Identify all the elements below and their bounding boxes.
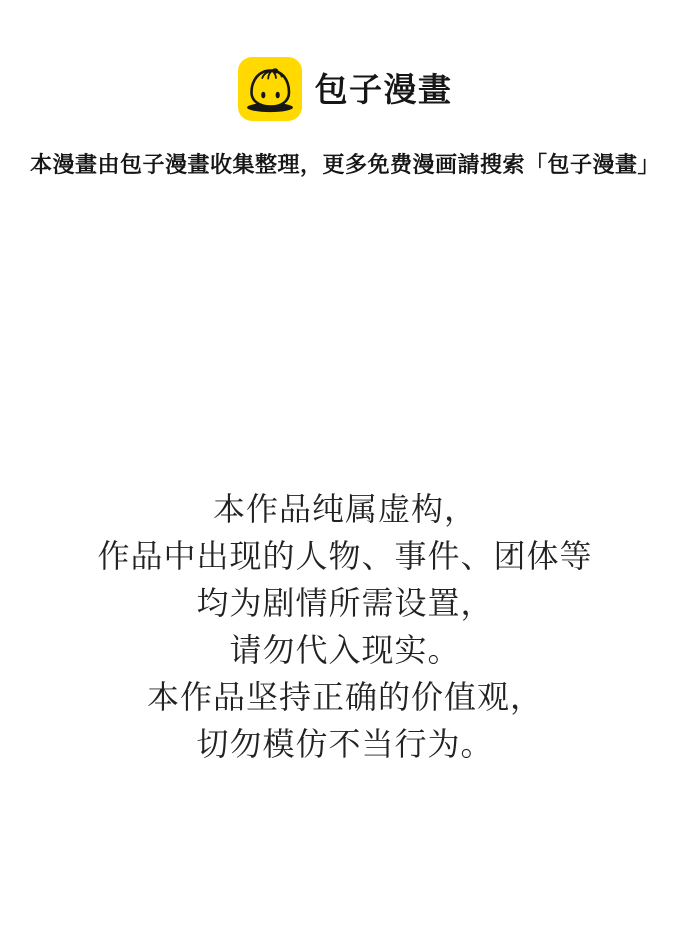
disclaimer-line: 请勿代入现实。 bbox=[229, 632, 461, 668]
bun-left-eye bbox=[261, 92, 265, 99]
disclaimer-line: 本作品纯属虚构， bbox=[212, 491, 477, 527]
bun-right-eye bbox=[275, 92, 279, 99]
bun-outline bbox=[251, 71, 289, 107]
baozi-face-icon bbox=[238, 57, 302, 121]
baozi-manhua-logo bbox=[0, 57, 690, 121]
disclaimer-line: 本作品坚持正确的价值观， bbox=[146, 679, 543, 715]
disclaimer-line: 作品中出现的人物、事件、团体等 bbox=[97, 538, 593, 574]
disclaimer-block bbox=[0, 486, 690, 768]
collection-notice-text: 本漫畫由包子漫畫收集整理，更多免费漫画請搜索「包子漫畫」 bbox=[29, 152, 660, 177]
app-name-wordmark: 包子漫畫 bbox=[314, 70, 453, 108]
disclaimer-line: 均为剧情所需设置， bbox=[196, 585, 494, 621]
disclaimer-line: 切勿模仿不当行为。 bbox=[196, 726, 494, 762]
